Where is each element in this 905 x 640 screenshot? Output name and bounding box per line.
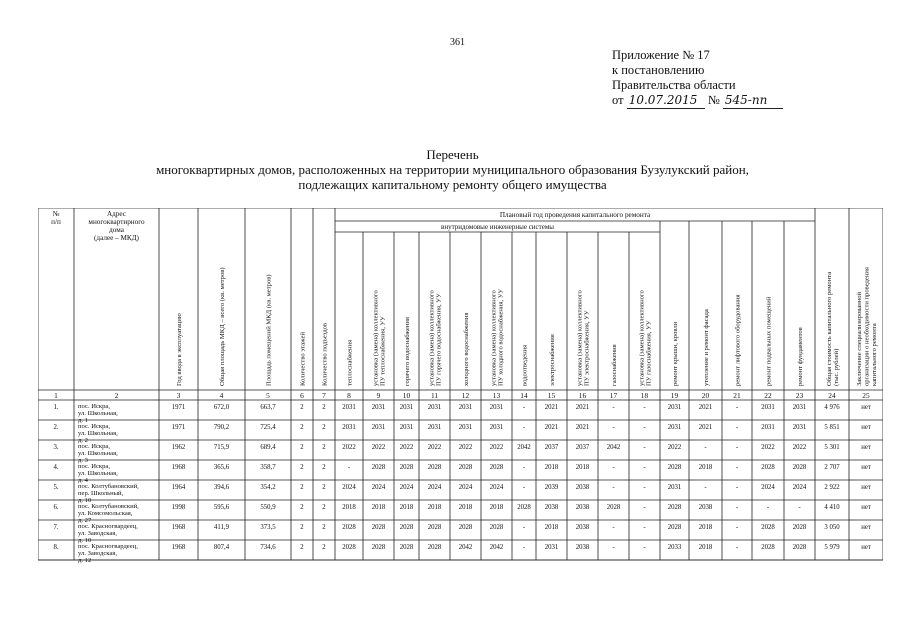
table-cell: 2. <box>53 424 59 431</box>
header-vertical-label: установка (замена) коллективного <box>372 290 380 386</box>
cell-address: д. 10 <box>78 537 92 544</box>
table-cell: - <box>522 404 526 411</box>
cell-address: ул. Заводская, <box>78 550 117 557</box>
header-systems: внутридомовые инженерные системы <box>441 223 554 231</box>
table-cell: 2022 <box>489 444 504 451</box>
table-cell: 2 <box>322 424 326 431</box>
col-number: 2 <box>114 391 119 400</box>
table-cell: нет <box>861 424 871 431</box>
table-cell: - <box>522 464 526 471</box>
header-vertical-label: электроснабжения <box>549 334 556 386</box>
table-cell: 1971 <box>171 404 186 411</box>
table-cell: - <box>643 524 646 531</box>
table-cell: 2021 <box>575 424 590 431</box>
table-cell: 2038 <box>544 504 559 511</box>
table-cell: 2022 <box>792 444 807 451</box>
table-cell: 2031 <box>427 404 442 411</box>
header-vertical-label: ремонт подвальных помещений <box>765 296 773 386</box>
cell-address: д. 10 <box>78 497 92 504</box>
table-cell: 2018 <box>544 464 559 471</box>
table-cell: 5 301 <box>824 444 840 451</box>
cell-address: ул. Заводская, <box>78 530 117 537</box>
header-vertical-label: ПУ холодного водоснабжения, УУ <box>497 288 505 386</box>
col-number: 17 <box>609 391 618 400</box>
table-cell: - <box>735 484 739 491</box>
table-cell: 2018 <box>698 524 713 531</box>
table-cell: 2022 <box>761 444 775 451</box>
table-cell: 663,7 <box>260 404 276 411</box>
table-cell: 2021 <box>544 404 559 411</box>
cell-address: пос. Искра, <box>78 463 110 470</box>
table-cell: 358,7 <box>260 464 276 471</box>
table-cell: 2031 <box>342 424 356 431</box>
header-vertical-label: ПУ горячего водоснабжения, УУ <box>435 293 443 386</box>
table-cell: 2021 <box>698 424 713 431</box>
table-cell: 394,6 <box>213 484 230 491</box>
table-cell: 2028 <box>371 524 386 531</box>
table-cell: 2031 <box>544 544 559 551</box>
header-address: дома <box>109 226 124 234</box>
date-value: 10.07.2015 <box>627 93 705 109</box>
table-cell: 1962 <box>171 444 186 451</box>
col-number: 12 <box>461 391 470 400</box>
table-cell: 2024 <box>427 484 442 491</box>
table-cell: 2 <box>322 484 326 491</box>
cell-address: пос. Колтубановский, <box>78 503 139 510</box>
table-cell: 2028 <box>489 524 504 531</box>
table-cell: 2 <box>300 484 304 491</box>
table-cell: 2028 <box>761 524 775 531</box>
header-vertical-label: Год ввода в эксплуатацию <box>176 313 183 386</box>
col-number: 19 <box>670 391 679 400</box>
table-cell: - <box>735 404 739 411</box>
table-cell: 2031 <box>489 404 504 411</box>
table-cell: 2031 <box>342 404 356 411</box>
table-cell: 2028 <box>761 464 775 471</box>
col-number: 15 <box>547 391 556 400</box>
table-cell: нет <box>861 464 871 471</box>
table-cell: 2037 <box>544 444 559 451</box>
table-cell: 2022 <box>427 444 442 451</box>
cell-address: пос. Искра, <box>78 443 110 450</box>
table-cell: 2028 <box>399 544 414 551</box>
col-number: 10 <box>402 391 411 400</box>
table-cell: 2018 <box>544 524 559 531</box>
table-cell: 2 <box>300 504 304 511</box>
col-number: 13 <box>492 391 501 400</box>
table-cell: 2024 <box>761 484 775 491</box>
table-cell: 2024 <box>792 484 807 491</box>
cell-address: пос. Колтубановский, <box>78 483 139 490</box>
col-number: 6 <box>300 391 304 400</box>
table-cell: 2028 <box>761 544 775 551</box>
table-cell: - <box>612 484 615 491</box>
table-cell: 2028 <box>458 464 473 471</box>
table-cell: - <box>643 424 646 431</box>
table-cell: 2028 <box>517 504 531 511</box>
table-cell: 2022 <box>399 444 414 451</box>
table-cell: - <box>643 484 646 491</box>
page-number: 361 <box>450 37 465 48</box>
header-vertical-label: Заключение специализированной <box>856 291 864 386</box>
col-number: 11 <box>430 391 439 400</box>
header-planned-year: Плановый год проведения капитального ремонта <box>499 211 651 219</box>
table-cell: 2037 <box>575 444 590 451</box>
table-cell: 2 <box>322 544 326 551</box>
table-cell: нет <box>861 444 871 451</box>
table-cell: нет <box>861 404 871 411</box>
table-cell: - <box>735 444 739 451</box>
header-num: № <box>52 210 60 218</box>
table-cell: 2031 <box>667 404 682 411</box>
table-cell: - <box>735 504 739 511</box>
table-cell: 2018 <box>399 504 414 511</box>
cell-address: д. 1 <box>78 417 88 424</box>
table-cell: 1971 <box>171 424 186 431</box>
table-cell: 2028 <box>342 524 356 531</box>
table-cell: 2028 <box>371 544 386 551</box>
table-cell: нет <box>861 484 871 491</box>
col-number: 8 <box>347 391 351 400</box>
header-vertical-label: капитального ремонта <box>870 323 878 386</box>
table-cell: 2031 <box>399 424 414 431</box>
table-cell: 2018 <box>458 504 473 511</box>
table-cell: 2031 <box>371 424 386 431</box>
table-cell: 807,4 <box>213 544 230 551</box>
header-vertical-label: Общая площадь МКД – всего (кв. метров) <box>219 267 226 386</box>
cell-address: д. 3 <box>78 457 88 464</box>
header-vertical-label: организации о необходимости проведения <box>863 267 871 386</box>
table-cell: 1998 <box>171 504 186 511</box>
header-vertical-label: ПУ газоснабжения, УУ <box>645 320 653 386</box>
header-vertical-label: установка (замена) коллективного <box>638 290 646 386</box>
number-prefix: № <box>707 93 720 107</box>
title-line-2: многоквартирных домов, расположенных на территории муниципального образования Бузулукский район, <box>156 162 749 177</box>
col-number: 14 <box>520 391 528 400</box>
table-cell: 2018 <box>489 504 504 511</box>
col-number: 7 <box>322 391 326 400</box>
table-cell: 2031 <box>792 424 807 431</box>
table-cell: 4 976 <box>824 404 840 411</box>
col-number: 24 <box>828 391 836 400</box>
table-cell: 365,6 <box>213 464 230 471</box>
table-cell: - <box>643 464 646 471</box>
table-cell: 2028 <box>792 544 807 551</box>
table-cell: 2031 <box>667 424 682 431</box>
table-cell: - <box>612 424 615 431</box>
table-cell: 2021 <box>698 404 713 411</box>
table-cell: 2021 <box>575 404 590 411</box>
col-number: 16 <box>578 391 587 400</box>
table-cell: 2 <box>300 464 304 471</box>
header-address: многоквартирного <box>88 218 145 226</box>
table-cell: 2042 <box>489 544 504 551</box>
table-cell: - <box>735 544 739 551</box>
cell-address: д. 12 <box>78 557 92 564</box>
table-cell: - <box>522 524 526 531</box>
table-cell: 2038 <box>575 484 590 491</box>
header-vertical-label: ремонт лифтового оборудования <box>734 294 742 386</box>
cell-address: пос. Искра, <box>78 403 110 410</box>
table-cell: 6. <box>53 504 59 511</box>
table-cell: - <box>735 524 739 531</box>
cell-address: ул. Школьная, <box>78 450 118 457</box>
cell-address: д. 27 <box>78 517 92 524</box>
table-cell: 2031 <box>427 424 442 431</box>
cell-address: пос. Красногвардеец, <box>78 523 138 530</box>
table-cell: 2018 <box>575 464 590 471</box>
table-cell: - <box>643 404 646 411</box>
table-cell: 2022 <box>342 444 356 451</box>
table-cell: 1968 <box>171 464 186 471</box>
table-cell: 2 <box>322 444 326 451</box>
table-cell: 2 <box>300 544 304 551</box>
table-cell: 2022 <box>458 444 473 451</box>
table-cell: - <box>735 424 739 431</box>
table-cell: - <box>612 544 615 551</box>
table-cell: 354,2 <box>260 484 276 491</box>
table-cell: 2 <box>300 404 304 411</box>
col-number: 20 <box>701 391 710 400</box>
col-number: 25 <box>862 391 870 400</box>
table-cell: - <box>612 524 615 531</box>
table-cell: - <box>704 484 707 491</box>
header-address: Адрес <box>106 210 127 218</box>
header-vertical-label: установка (замена) коллективного <box>428 290 436 386</box>
table-cell: - <box>704 444 707 451</box>
table-cell: 2021 <box>544 424 559 431</box>
appendix-line-1: Приложение № 17 <box>612 48 710 62</box>
header-address: (далее – МКД) <box>94 234 139 242</box>
cell-address: ул. Школьная, <box>78 470 118 477</box>
header-vertical-label: установка (замена) коллективного <box>490 290 498 386</box>
table-cell: 2018 <box>342 504 356 511</box>
table-cell: 550,9 <box>260 504 276 511</box>
header-vertical-label: утепление и ремонт фасада <box>703 309 710 386</box>
table-cell: 2031 <box>792 404 807 411</box>
cell-address: д. 4 <box>78 477 88 484</box>
table-cell: 2042 <box>606 444 621 451</box>
table-cell: 2022 <box>371 444 386 451</box>
table-cell: 2 <box>300 424 304 431</box>
title-line-1: Перечень <box>426 147 479 162</box>
table-cell: - <box>643 444 646 451</box>
table-cell: - <box>798 504 801 511</box>
appendix-line-3: Правительства области <box>612 78 736 92</box>
capital-repair-table <box>38 208 883 588</box>
table-cell: 2024 <box>371 484 386 491</box>
table-cell: 2028 <box>427 544 442 551</box>
table-cell: 2038 <box>698 504 713 511</box>
table-cell: 2028 <box>667 504 682 511</box>
table-cell: нет <box>861 524 871 531</box>
cell-address: ул. Школьная, <box>78 410 118 417</box>
table-cell: 2038 <box>575 504 590 511</box>
table-cell: 2038 <box>575 544 590 551</box>
table-cell: 2031 <box>761 404 775 411</box>
table-cell: - <box>522 544 526 551</box>
table-cell: 2028 <box>667 524 682 531</box>
table-cell: - <box>522 484 526 491</box>
table-cell: 5 851 <box>824 424 840 431</box>
table-cell: 2018 <box>698 544 713 551</box>
table-cell: 2033 <box>667 544 682 551</box>
table-cell: нет <box>861 504 871 511</box>
table-cell: 2028 <box>792 464 807 471</box>
header-vertical-label: теплоснабжения <box>346 339 354 386</box>
header-vertical-label: ремонт крыши, кровли <box>672 321 679 386</box>
header-vertical-label: ПУ теплоснабжения, УУ <box>379 316 387 386</box>
table-cell: 2024 <box>489 484 504 491</box>
table-cell: 3. <box>53 444 59 451</box>
header-vertical-label: газоснабжения <box>611 344 618 386</box>
table-cell: 734,6 <box>260 544 276 551</box>
table-cell: 2 922 <box>824 484 840 491</box>
table-cell: - <box>643 544 646 551</box>
table-cell: 7. <box>53 524 59 531</box>
cell-address: ул. Комсомольская, <box>78 510 133 517</box>
table-cell: 4 410 <box>824 504 840 511</box>
number-value: 545-пп <box>723 93 783 109</box>
table-cell: - <box>612 464 615 471</box>
table-cell: 2028 <box>792 524 807 531</box>
table-cell: 2031 <box>458 424 473 431</box>
table-cell: 2 <box>322 524 326 531</box>
header-vertical-label: Общая стоимость капитального ремонта <box>825 271 833 386</box>
header-vertical-label: Количество подъездов <box>321 323 329 386</box>
table-cell: 2 <box>300 444 304 451</box>
col-number: 5 <box>266 391 270 400</box>
table-cell: 2028 <box>399 524 414 531</box>
table-cell: 2031 <box>761 424 775 431</box>
table-cell: 2031 <box>489 424 504 431</box>
table-cell: 8. <box>53 544 59 551</box>
cell-address: ул. Школьная, <box>78 430 118 437</box>
header-vertical-label: установка (замена) коллективного <box>576 290 584 386</box>
table-cell: 2 <box>322 464 326 471</box>
table-cell: - <box>766 504 770 511</box>
table-cell: 595,6 <box>213 504 230 511</box>
table-cell: - <box>347 464 351 471</box>
header-num: п/п <box>51 218 61 226</box>
table-cell: 2042 <box>517 444 531 451</box>
table-cell: 2022 <box>667 444 682 451</box>
header-vertical-label: (тыс. рублей) <box>833 348 841 386</box>
date-prefix: от <box>612 93 624 107</box>
table-cell: 2028 <box>458 524 473 531</box>
table-cell: 2028 <box>489 464 504 471</box>
col-number: 22 <box>764 391 772 400</box>
table-cell: 373,5 <box>260 524 276 531</box>
table-cell: 2 <box>322 404 326 411</box>
cell-address: пос. Искра, <box>78 423 110 430</box>
table-cell: 2038 <box>575 524 590 531</box>
table-cell: 2028 <box>606 504 621 511</box>
table-cell: 672,0 <box>213 404 230 411</box>
col-number: 23 <box>795 391 804 400</box>
table-cell: 2024 <box>399 484 414 491</box>
table-cell: 1. <box>53 404 59 411</box>
table-cell: 2028 <box>427 524 442 531</box>
document-title <box>0 147 905 192</box>
table-cell: 2042 <box>458 544 473 551</box>
table-cell: 3 050 <box>824 524 840 531</box>
appendix-date-line <box>612 93 783 109</box>
table-cell: 2 <box>300 524 304 531</box>
table-cell: 2018 <box>371 504 386 511</box>
table-cell: 790,2 <box>213 424 230 431</box>
table-cell: 1964 <box>171 484 186 491</box>
table-cell: 2031 <box>399 404 414 411</box>
table-cell: 5 979 <box>824 544 840 551</box>
col-number: 21 <box>733 391 741 400</box>
col-number: 3 <box>176 391 181 400</box>
table-cell: нет <box>861 544 871 551</box>
table-cell: 2031 <box>667 484 682 491</box>
table-cell: 1968 <box>171 544 186 551</box>
header-vertical-label: ПУ электроснабжения, УУ <box>583 310 591 386</box>
table-cell: 4. <box>53 464 59 471</box>
table-cell: 689,4 <box>260 444 276 451</box>
table-cell: 2028 <box>371 464 386 471</box>
cell-address: д. 2 <box>78 437 88 444</box>
table-cell: 2028 <box>667 464 682 471</box>
table-cell: 2028 <box>399 464 414 471</box>
table-cell: 715,9 <box>213 444 230 451</box>
header-vertical-label: водоотведения <box>521 344 529 386</box>
header-vertical-label: Количество этажей <box>299 332 307 386</box>
table-cell: - <box>735 464 739 471</box>
table-cell: 2031 <box>458 404 473 411</box>
table-cell: 411,9 <box>213 524 230 531</box>
title-line-3: подлежащих капитальному ремонту общего имущества <box>298 177 607 192</box>
table-cell: 2018 <box>698 464 713 471</box>
table-cell: 2028 <box>427 464 442 471</box>
table-cell: 2028 <box>342 544 356 551</box>
table-cell: 2024 <box>342 484 356 491</box>
col-number: 18 <box>640 391 649 400</box>
header-vertical-label: горячего водоснабжения <box>404 317 411 386</box>
table-cell: 2 707 <box>824 464 840 471</box>
table-cell: - <box>643 504 646 511</box>
table-cell: 2018 <box>427 504 442 511</box>
table-grid <box>38 208 883 588</box>
col-number: 4 <box>219 391 224 400</box>
table-cell: 725,4 <box>260 424 276 431</box>
table-cell: 5. <box>53 484 59 491</box>
table-cell: - <box>522 424 526 431</box>
col-number: 9 <box>376 391 381 400</box>
table-cell: 2039 <box>544 484 559 491</box>
header-vertical-label: холодного водоснабжения <box>463 312 470 386</box>
table-cell: 2024 <box>458 484 473 491</box>
col-number: 1 <box>54 391 58 400</box>
cell-address: пос. Красногвардеец, <box>78 543 138 550</box>
table-cell: - <box>612 404 615 411</box>
cell-address: пер. Школьный, <box>78 490 124 497</box>
table-cell: 2 <box>322 504 326 511</box>
header-vertical-label: ремонт фундаментов <box>797 327 804 386</box>
appendix-line-2: к постановлению <box>612 63 705 77</box>
table-cell: 1968 <box>171 524 186 531</box>
header-vertical-label: Площадь помещений МКД (кв. метров) <box>265 274 273 386</box>
table-cell: 2031 <box>371 404 386 411</box>
appendix-block <box>612 48 783 109</box>
